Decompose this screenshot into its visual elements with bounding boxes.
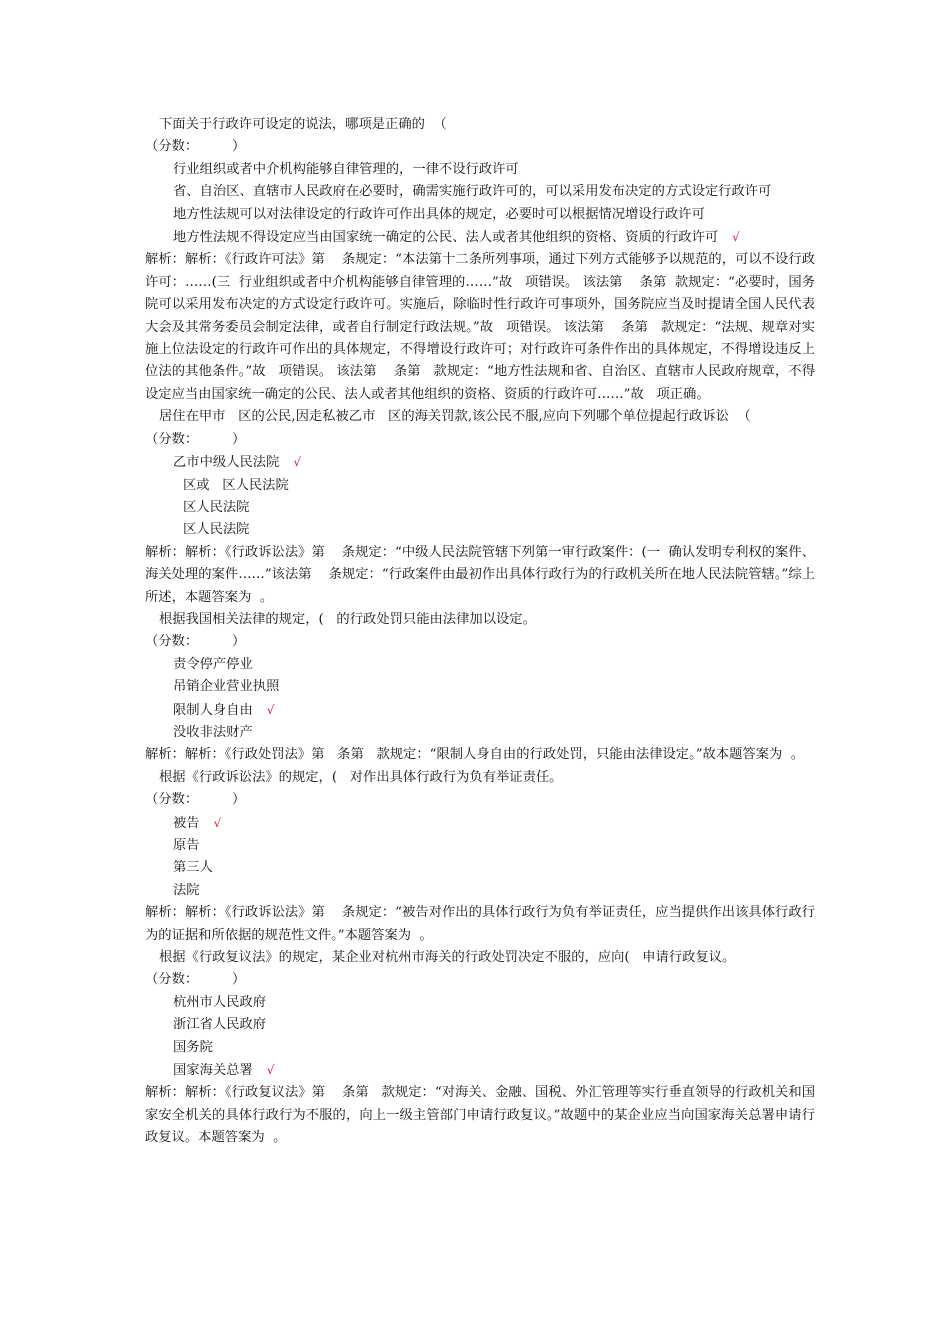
answer-option	[145, 722, 815, 744]
answer-option	[145, 181, 815, 203]
answer-option	[145, 1014, 815, 1036]
question-stem: 居住在甲市 区的公民,因走私被乙市 区的海关罚款,该公民不服,应向下列哪个单位提起行政诉讼 （	[159, 409, 751, 425]
answer-option	[145, 992, 815, 1014]
question-stem: 下面关于行政许可设定的说法，哪项是正确的 （	[159, 117, 447, 132]
answer-option	[145, 1037, 815, 1059]
question-explanation: 解析：解析：《行政复议法》第 条第 款规定：“对海关、金融、国税、外汇管理等实行垂直领导的行政机关和国家安全机关的具体行政行为不服的，向上一级主管部门申请行政复议。”故题中的某企业应当向国家海关总署申请行政复议。本题答案为 。	[145, 1085, 815, 1146]
answer-option-text: 国家海关总署	[173, 1063, 253, 1079]
question-block	[145, 767, 815, 947]
answer-option-text: 省、自治区、直辖市人民政府在必要时，确需实施行政许可的，可以采用发布决定的方式设定行政许可	[173, 184, 772, 200]
answer-option-text: 第三人	[173, 860, 213, 876]
question-score: （分数： ）	[145, 972, 246, 988]
answer-option-text: 杭州市人民政府	[173, 994, 267, 1010]
question-score: （分数： ）	[145, 139, 246, 155]
answer-option-text: 国务院	[173, 1039, 213, 1055]
answer-option	[145, 699, 815, 722]
question-score: （分数： ）	[145, 431, 246, 447]
question-explanation: 解析：解析：《行政许可法》第 条规定：“本法第十二条所列事项，通过下列方式能够予以规范的，可以不设行政许可：……(三 行业组织或者中介机构能够自律管理的……”故 项错误。 该法第 条第 款规定：“必要时，国务院可以采用发布决定的方式设定行政许可。实施后，除临时性行政许可事项外，国务院应当及时提请全国人民代表大会及其常务委员会制定法律，或者自行制定行政法规。”故 项错误。 该法第 条第 款规定：“法规、规章对实施上位法设定的行政许可作出的具体规定，不得增设行政许可；对行政许可条件作出的具体规定，不得增设违反上位法的其他条件。”故 项错误。 该法第 条第 款规定：“地方性法规和省、自治区、直辖市人民政府规章，不得设定应当由国家统一确定的公民、法人或者其他组织的资格、资质的行政许可……”故 项正确。	[145, 252, 815, 402]
correct-check-icon: √	[732, 230, 740, 245]
answer-option	[145, 519, 815, 541]
answer-option	[145, 497, 815, 519]
answer-option	[145, 857, 815, 879]
correct-check-icon: √	[266, 1063, 275, 1078]
answer-option-text: 区或 区人民法院	[183, 477, 289, 493]
answer-option	[145, 835, 815, 857]
answer-option-text: 限制人身自由	[173, 702, 253, 718]
answer-option	[145, 812, 815, 835]
question-explanation: 解析：解析：《行政诉讼法》第 条规定：“被告对作出的具体行政行为负有举证责任，应当提供作出该具体行政行为的证据和所依据的规范性文件。”本题答案为 。	[145, 905, 815, 943]
answer-option-text: 浙江省人民政府	[173, 1017, 267, 1033]
answer-option-text: 地方性法规不得设定应当由国家统一确定的公民、法人或者其他组织的资格、资质的行政许可	[173, 230, 719, 246]
answer-option	[145, 676, 815, 698]
answer-option	[145, 226, 815, 249]
answer-option	[145, 880, 815, 902]
question-explanation: 解析：解析：《行政处罚法》第 条第 款规定：“限制人身自由的行政处罚，只能由法律设定。”故本题答案为 。	[145, 747, 805, 763]
answer-option-text: 没收非法财产	[173, 724, 253, 740]
correct-check-icon: √	[293, 455, 302, 470]
answer-option	[145, 475, 815, 497]
answer-option	[145, 159, 815, 181]
answer-option	[145, 451, 815, 474]
question-block	[145, 406, 815, 609]
answer-option-text: 地方性法规可以对法律设定的行政许可作出具体的规定，必要时可以根据情况增设行政许可	[173, 206, 705, 222]
question-block	[145, 947, 815, 1150]
answer-option-text: 法院	[173, 882, 200, 898]
answer-option	[145, 1059, 815, 1082]
document-body	[145, 114, 815, 1150]
question-stem: 根据《行政诉讼法》的规定，( 对作出具体行政行为负有举证责任。	[159, 769, 563, 785]
correct-check-icon: √	[213, 815, 222, 830]
question-stem: 根据《行政复议法》的规定，某企业对杭州市海关的行政处罚决定不服的，应向( 申请行政复议。	[159, 950, 736, 966]
answer-option	[145, 204, 815, 226]
question-block	[145, 609, 815, 767]
answer-option-text: 原告	[173, 838, 200, 853]
answer-option-text: 被告	[173, 815, 200, 831]
answer-option-text: 责令停产停业	[173, 656, 253, 672]
question-stem: 根据我国相关法律的规定，( 的行政处罚只能由法律加以设定。	[159, 611, 536, 627]
question-explanation: 解析：解析：《行政诉讼法》第 条规定：“中级人民法院管辖下列第一审行政案件：(一 确认发明专利权的案件、海关处理的案件……”该法第 条规定：“行政案件由最初作出具体行政行为的行政机关所在地人民法院管辖。”综上所述，本题答案为 。	[145, 544, 815, 605]
answer-option	[145, 654, 815, 676]
question-score: （分数： ）	[145, 792, 246, 808]
answer-option-text: 区人民法院	[183, 522, 250, 538]
answer-option-text: 行业组织或者中介机构能够自律管理的，一律不设行政许可	[173, 161, 519, 177]
question-score: （分数： ）	[145, 634, 246, 650]
answer-option-text: 吊销企业营业执照	[173, 679, 280, 695]
answer-option-text: 区人民法院	[183, 499, 250, 515]
question-block	[145, 114, 815, 406]
correct-check-icon: √	[266, 702, 275, 717]
answer-option-text: 乙市中级人民法院	[173, 455, 280, 471]
